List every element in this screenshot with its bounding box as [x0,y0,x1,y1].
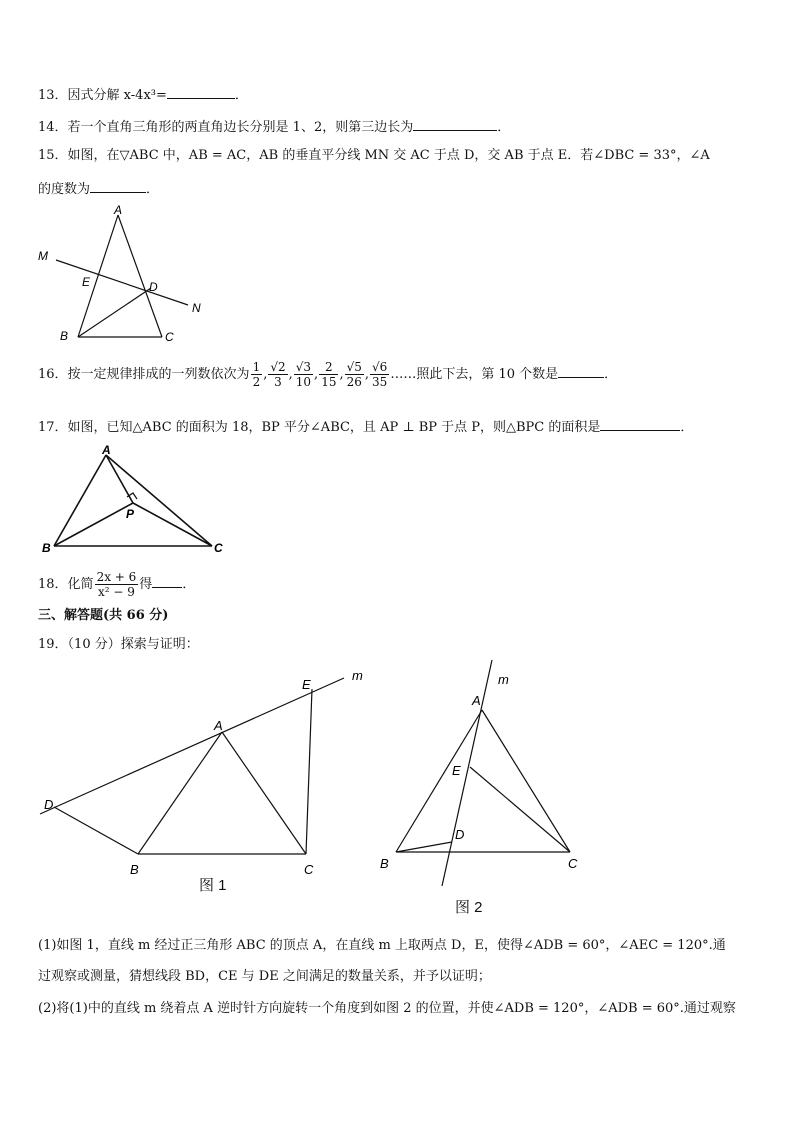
sequence-term-6: $\frac{√6}{35}$ [372,360,388,389]
question-15-line2: 的度数为 ． [38,178,159,199]
q15-text: 如图，在▽ABC 中，AB = AC，AB 的垂直平分线 MN 交 AC 于点 D，交 AB 于点 E．若∠DBC = 33°，∠A [67,148,710,163]
label-P: P [126,507,135,521]
line-DB [54,807,138,854]
sequence-term-5: $\frac{√5}{26}$ [346,360,362,389]
q14-text: 若一个直角三角形的两直角边长分别是 1、2，则第三边长为 [67,120,414,135]
label-m: m [498,672,509,687]
label-E: E [82,275,91,289]
label-D: D [455,827,465,842]
q17-figure [36,440,236,560]
label-B: B [130,862,139,877]
q19-part1-line2: 过观察或测量，猜想线段 BD，CE 与 DE 之间满足的数量关系，并予以证明； [38,969,491,984]
label-A: A [114,203,123,217]
sequence-term-2: $\frac{√2}{3}$ [270,360,286,389]
line-AC [118,215,162,337]
label-m: m [352,668,363,683]
line-AC [106,455,212,546]
label-M: M [38,249,48,263]
label-E: E [302,677,311,692]
question-17: 17．如图，已知△ABC 的面积为 18，BP 平分∠ABC，且 AP ⊥ BP 于点 P，则△BPC 的面积是 ． [38,416,693,437]
label-E: E [452,763,461,778]
label-C: C [214,541,223,555]
question-19: 19．（10 分）探索与证明： [38,637,199,652]
line-EC [470,767,570,852]
label-C: C [304,862,314,877]
sequence-term-4: $\frac{2}{15}$ [321,360,337,389]
question-18: 18．化简 $\frac{2x + 6}{\text{x² − 9}}$ 得 ． [38,570,196,599]
question-16: 16．按一定规律排成的一列数依次为 $\frac{1}{2}$ , $\frac{√2}{3}$ , $\frac{√3}{10}$ , $\frac{2}{15}$ , $\frac{√5}{26}$ , $\frac{√6}{35}$ ……照此下去，第 10 个数是 ． [38,360,618,389]
line-AC [482,710,570,852]
label-N: N [192,301,201,315]
figure-2-caption: 图 2 [455,899,483,916]
q19-figure-2 [374,654,604,894]
line-BD [396,842,452,852]
label-A: A [102,443,111,457]
line-m [40,678,344,814]
label-D: D [149,280,158,294]
line-MN [56,260,188,305]
answer-blank-16[interactable] [558,363,604,378]
section-heading: 三、解答题(共 66 分) [38,608,169,623]
answer-blank-13[interactable] [167,84,235,99]
answer-blank-15[interactable] [90,178,146,193]
answer-blank-17[interactable] [600,416,680,431]
label-C: C [568,856,578,871]
question-14: 14．若一个直角三角形的两直角边长分别是 1、2，则第三边长为 ． [38,116,510,137]
label-B: B [42,541,51,555]
q17-text: 如图，已知△ABC 的面积为 18，BP 平分∠ABC，且 AP ⊥ BP 于点 P，则△BPC 的面积是 [67,420,601,435]
q18-fraction: $\frac{2x + 6}{\text{x² − 9}}$ [96,570,137,599]
question-15-line1: 15．如图，在▽ABC 中，AB = AC，AB 的垂直平分线 MN 交 AC 于点 D，交 AB 于点 E．若∠DBC = 33°，∠A [38,148,710,163]
line-AC [222,732,306,854]
line-BD [78,288,151,337]
label-A: A [214,718,223,733]
line-AB [396,710,482,852]
q19-part1-line1: (1)如图 1，直线 m 经过正三角形 ABC 的顶点 A，在直线 m 上取两点 D，E，使得∠ADB = 60°，∠AEC = 120°.通 [38,938,726,953]
label-B: B [380,856,389,871]
line-AB [138,732,222,854]
q15-figure [30,198,220,348]
q19-figure-1 [30,664,380,894]
line-EC [306,689,312,854]
sequence-term-1: $\frac{1}{2}$ [252,360,261,389]
sequence-term-3: $\frac{√3}{10}$ [295,360,312,389]
answer-blank-14[interactable] [413,116,497,131]
label-D: D [44,797,54,812]
q13-text: 因式分解 x-4x³= [67,88,167,103]
question-13: 13．因式分解 x-4x³= ． [38,84,248,105]
line-PC [133,503,212,546]
label-B: B [60,329,69,343]
figure-1-caption: 图 1 [199,877,227,894]
label-C: C [165,330,174,344]
q19-part2-line1: (2)将(1)中的直线 m 绕着点 A 逆时针方向旋转一个角度到如图 2 的位置，并使∠ADB = 120°，∠ADB = 60°.通过观察 [38,1001,736,1016]
answer-blank-18[interactable] [152,573,182,588]
label-A: A [472,693,481,708]
